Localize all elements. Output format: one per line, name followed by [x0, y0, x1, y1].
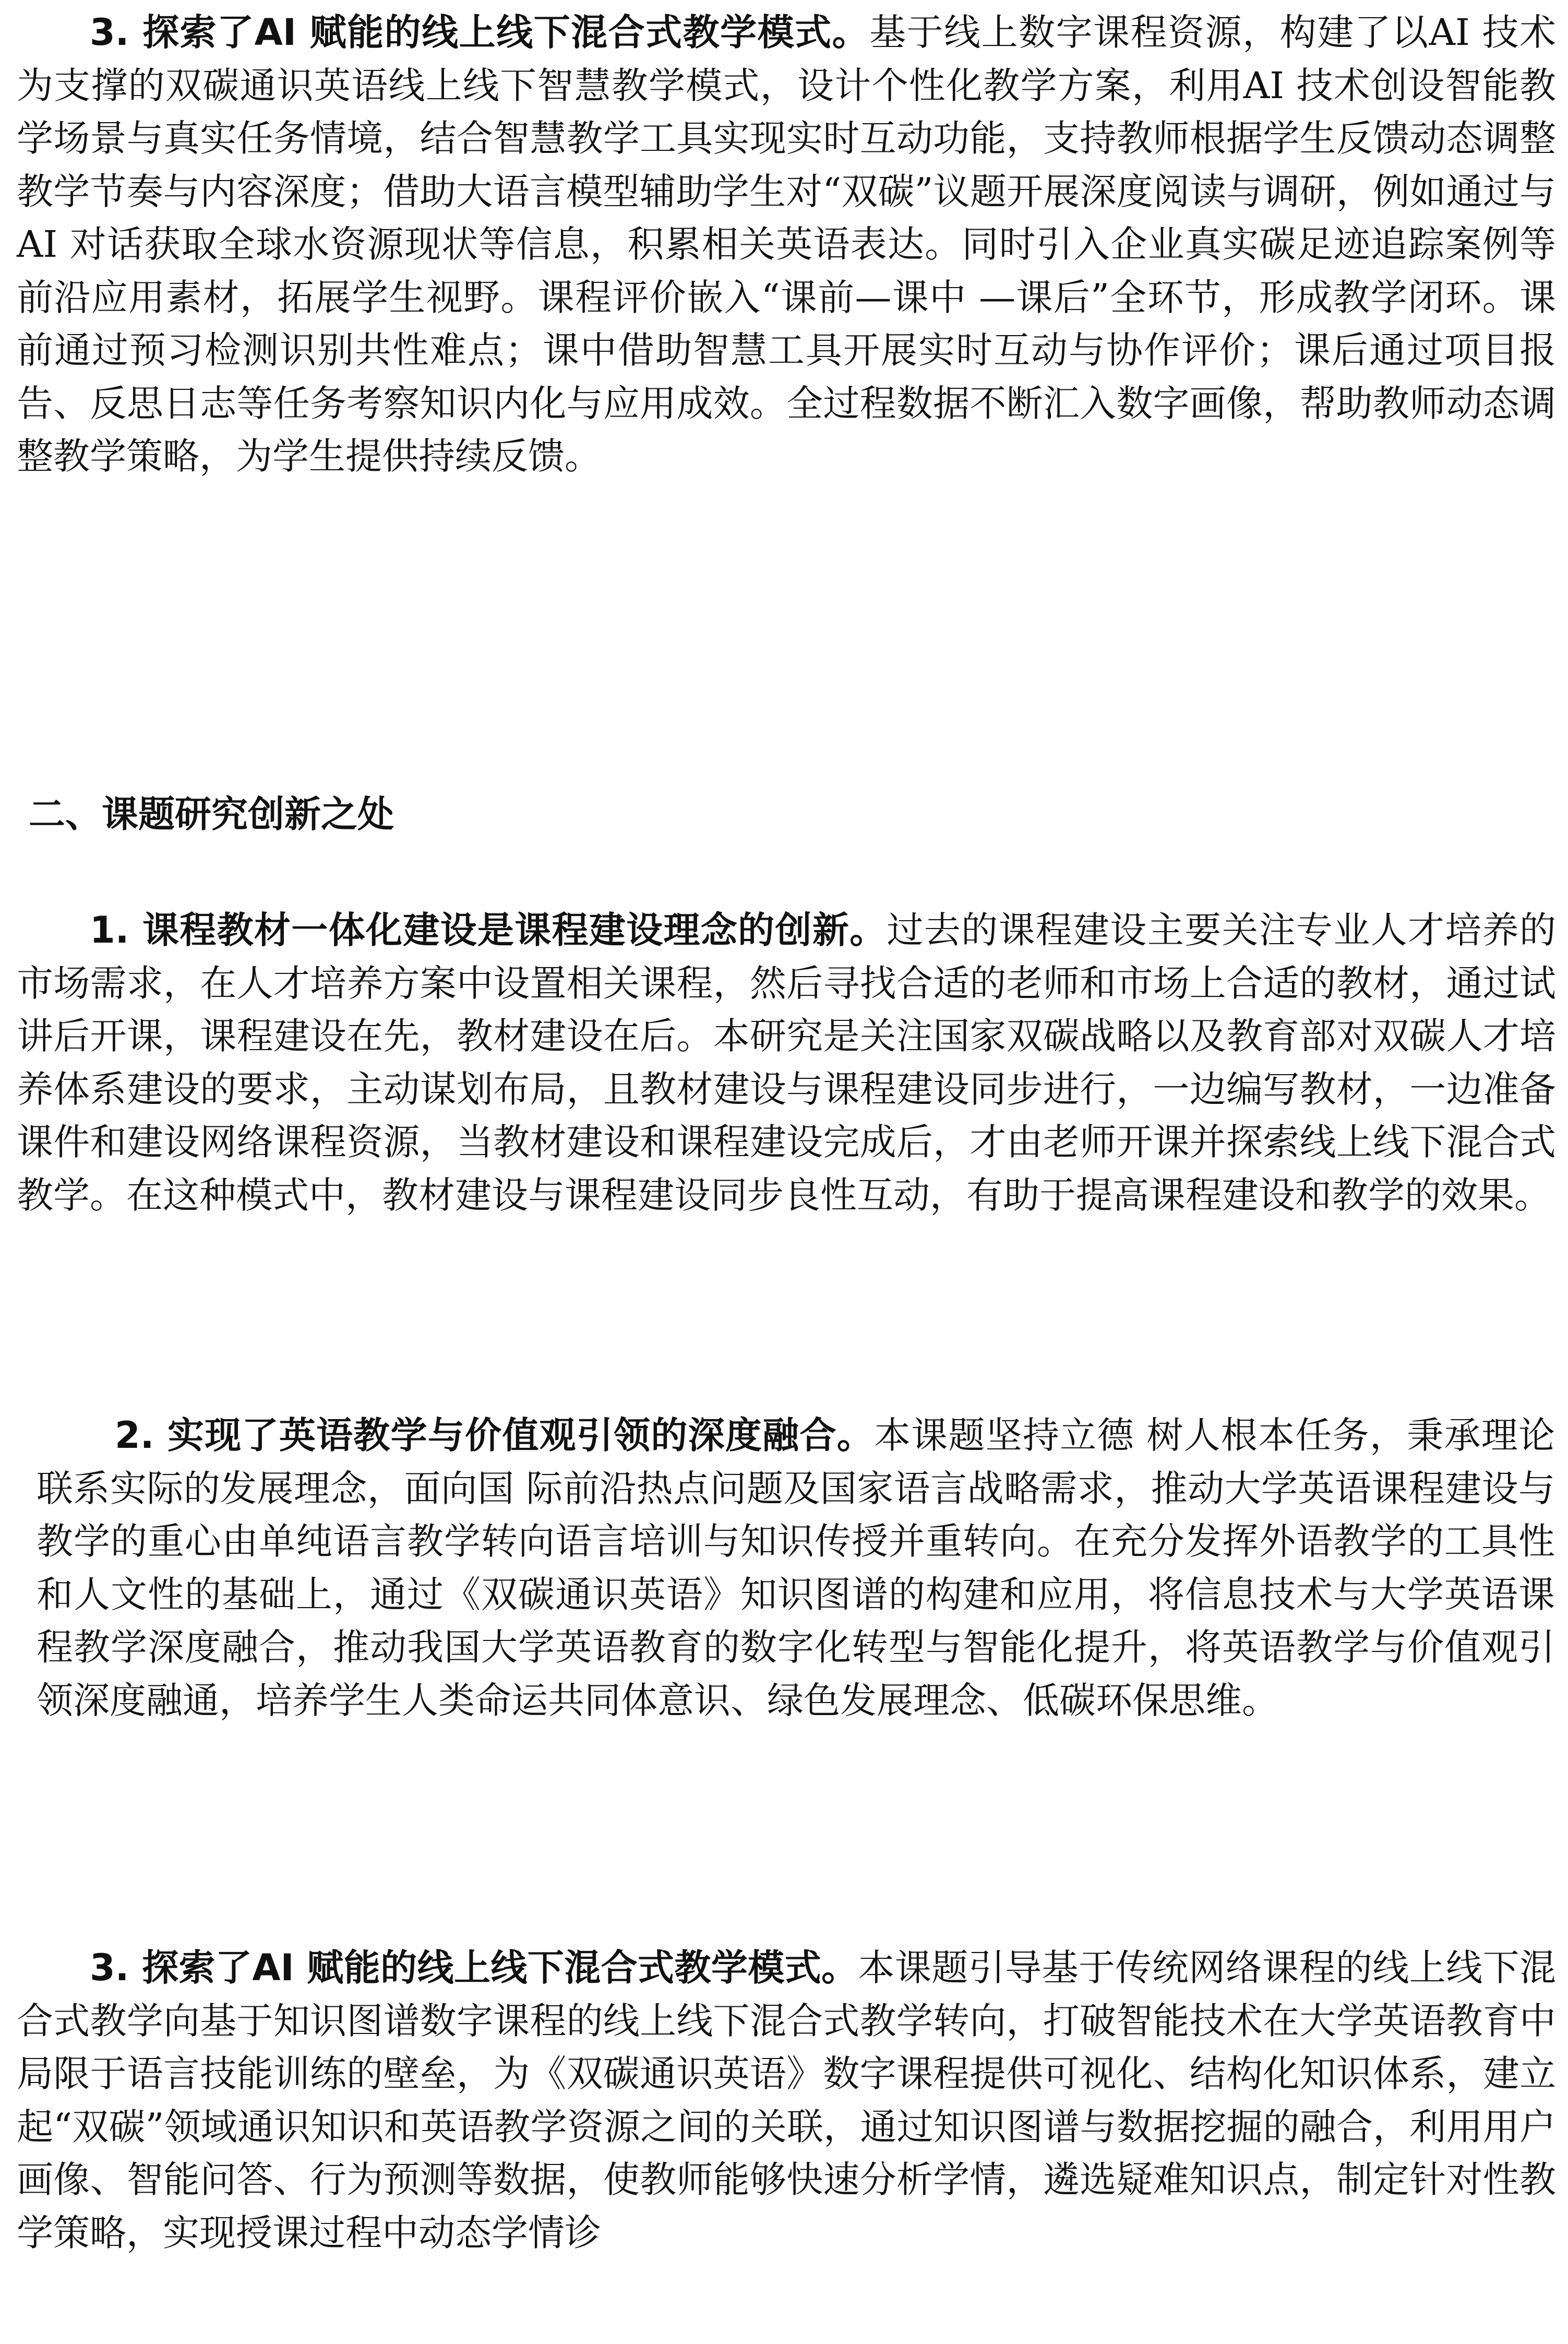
paragraph-lead: 3. 探索了AI 赋能的线上线下混合式教学模式。: [90, 1946, 858, 1989]
paragraph-body: 本课题坚持立德 树人根本任务，秉承理论联系实际的发展理念，面向国 际前沿热点问题及国家语言战略需求，推动大学英语课程建设与教学的重心由单纯语言教学转向语言培训与知识传授并重转向。在充分发挥外语教学的工具性和人文性的基础上，通过《双碳通识英语》知识图谱的构建和应用，将信息技术与大学英语课程教学深度融合，推动我国大学英语教育的数字化转型与智能化提升，将英语教学与价值观引领深度融通，培养学生人类命运共同体意识、绿色发展理念、低碳环保思维。: [37, 1414, 1555, 1722]
paragraph-innovation-mode-part1: [17, 6, 1556, 483]
paragraph-body: 基于线上数字课程资源，构建了以AI 技术为支撑的双碳通识英语线上线下智慧教学模式，设计个性化教学方案，利用AI 技术创设智能教学场景与真实任务情境，结合智慧教学工具实现实时互动功能，支持教师根据学生反馈动态调整教学节奏与内容深度；借助大语言模型辅助学生对“双碳”议题开展深度阅读与调研，例如通过与AI 对话获取全球水资源现状等信息，积累相关英语表达。同时引入企业真实碳足迹追踪案例等前沿应用素材，拓展学生视野。课程评价嵌入“课前—课中 —课后”全环节，形成教学闭环。课前通过预习检测识别共性难点；课中借助智慧工具开展实时互动与协作评价；课后通过项目报告、反思日志等任务考察知识内化与应用成效。全过程数据不断汇入数字画像，帮助教师动态调整教学策略，为学生提供持续反馈。: [17, 11, 1556, 478]
paragraph-innovation-2: [37, 1409, 1555, 1727]
paragraph-lead: 1. 课程教材一体化建设是课程建设理念的创新。: [90, 909, 887, 951]
paragraph-lead: 3. 探索了AI 赋能的线上线下混合式教学模式。: [90, 11, 870, 54]
paragraph-innovation-3: [17, 1942, 1556, 2259]
paragraph-body: 本课题引导基于传统网络课程的线上线下混合式教学向基于知识图谱数字课程的线上线下混合式教学转向，打破智能技术在大学英语教育中局限于语言技能训练的壁垒，为《双碳通识英语》数字课程提供可视化、结构化知识体系，建立起“双碳”领域通识知识和英语教学资源之间的关联，通过知识图谱与数据挖掘的融合，利用用户画像、智能问答、行为预测等数据，使教师能够快速分析学情，遴选疑难知识点，制定针对性教学策略，实现授课过程中动态学情诊: [17, 1946, 1556, 2254]
section-heading: 二、课题研究创新之处: [29, 793, 394, 836]
paragraph-body: 过去的课程建设主要关注专业人才培养的市场需求，在人才培养方案中设置相关课程，然后寻找合适的老师和市场上合适的教材，通过试讲后开课，课程建设在先，教材建设在后。本研究是关注国家双碳战略以及教育部对双碳人才培养体系建设的要求，主动谋划布局，且教材建设与课程建设同步进行，一边编写教材，一边准备课件和建设网络课程资源，当教材建设和课程建设完成后，才由老师开课并探索线上线下混合式教学。在这种模式中，教材建设与课程建设同步良性互动，有助于提高课程建设和教学的效果。: [17, 909, 1556, 1217]
paragraph-innovation-1: [17, 904, 1556, 1222]
paragraph-lead: 2. 实现了英语教学与价值观引领的深度融合。: [115, 1414, 874, 1457]
